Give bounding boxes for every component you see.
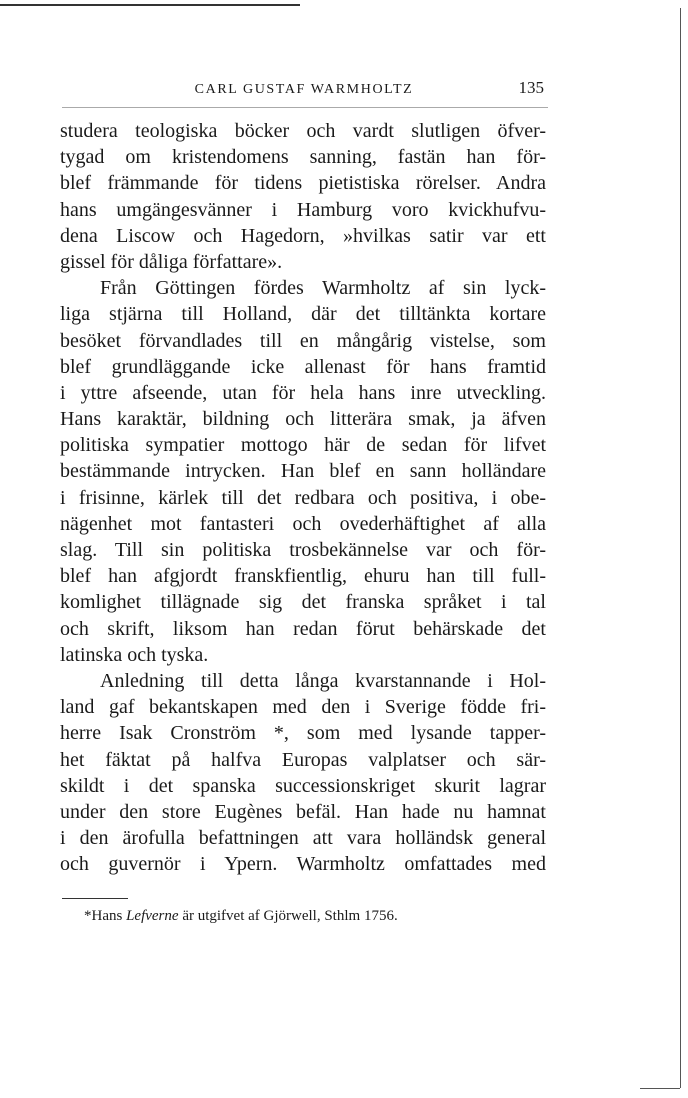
text-line: skildt i det spanska successionskriget skurit lagrar [60,774,546,797]
page-number: 135 [518,78,544,97]
text-line: Hans karaktär, bildning och litterära smak, ja äfven [60,408,546,431]
header-rule [62,107,548,108]
text-line: hans umgängesvänner i Hamburg voro kvickhufvu- [60,198,546,221]
footnote-rule [62,898,128,899]
text-line: nägenhet mot fantasteri och ovederhäftighet af alla [60,512,546,535]
text-line: gissel för dåliga författare». [60,250,283,273]
top-edge-rule [0,4,300,6]
text-line: blef främmande för tidens pietistiska rörelser. Andra [60,172,546,195]
text-line: och skrift, liksom han redan förut behärskade det [60,617,546,640]
text-line: tygad om kristendomens sanning, fastän han för- [60,146,546,169]
footnote-text-before: Hans [91,908,127,924]
page-header [60,78,548,102]
text-line: latinska och tyska. [60,643,209,666]
text-line: politiska sympatier mottogo här de sedan för lifvet [60,434,546,457]
footnote-marker: * [84,908,92,924]
footnote [84,908,398,925]
text-line: bestämmande intrycken. Han blef en sann holländare [60,460,546,483]
footnote-text-after: är utgifvet af Gjörwell, Sthlm 1756. [178,908,398,924]
text-line: och guvernör i Ypern. Warmholtz omfattades med [60,853,546,876]
right-edge-rule [680,8,681,1088]
text-line: land gaf bekantskapen med den i Sverige födde fri- [60,696,546,719]
text-line: i yttre afseende, utan för hela hans inre utveckling. [60,381,546,404]
text-line: i den ärofulla befattningen att vara holländsk general [60,827,546,850]
body-text [60,118,546,877]
text-line: studera teologiska böcker och vardt slutligen öfver- [60,120,546,142]
text-line: dena Liscow och Hagedorn, »hvilkas satir var ett [60,224,546,247]
footnote-italic-title: Lefverne [126,908,179,924]
text-line: het fäktat på halfva Europas valplatser och sär- [60,748,546,771]
text-line: slag. Till sin politiska trosbekännelse var och för- [60,539,546,561]
text-line: herre Isak Cronström *, som med lysande tapper- [60,722,546,745]
text-line: under den store Eugènes befäl. Han hade nu hamnat [60,800,546,823]
text-line: i frisinne, kärlek till det redbara och positiva, i obe- [60,486,546,509]
text-line: blef grundläggande icke allenast för hans framtid [60,355,546,378]
text-line: besöket förvandlades till en mångårig vistelse, som [60,329,546,352]
text-line: liga stjärna till Holland, där det tilltänkta kortare [60,303,546,326]
text-line: Anledning till detta långa kvarstannande i Hol- [100,669,546,692]
bottom-edge-rule [640,1088,680,1089]
text-line: Från Göttingen fördes Warmholtz af sin lyck- [100,277,546,300]
running-head: CARL GUSTAF WARMHOLTZ [194,82,414,97]
text-line: komlighet tillägnade sig det franska språket i tal [60,591,546,614]
text-line: blef han afgjordt franskfientlig, ehuru han till full- [60,565,546,588]
